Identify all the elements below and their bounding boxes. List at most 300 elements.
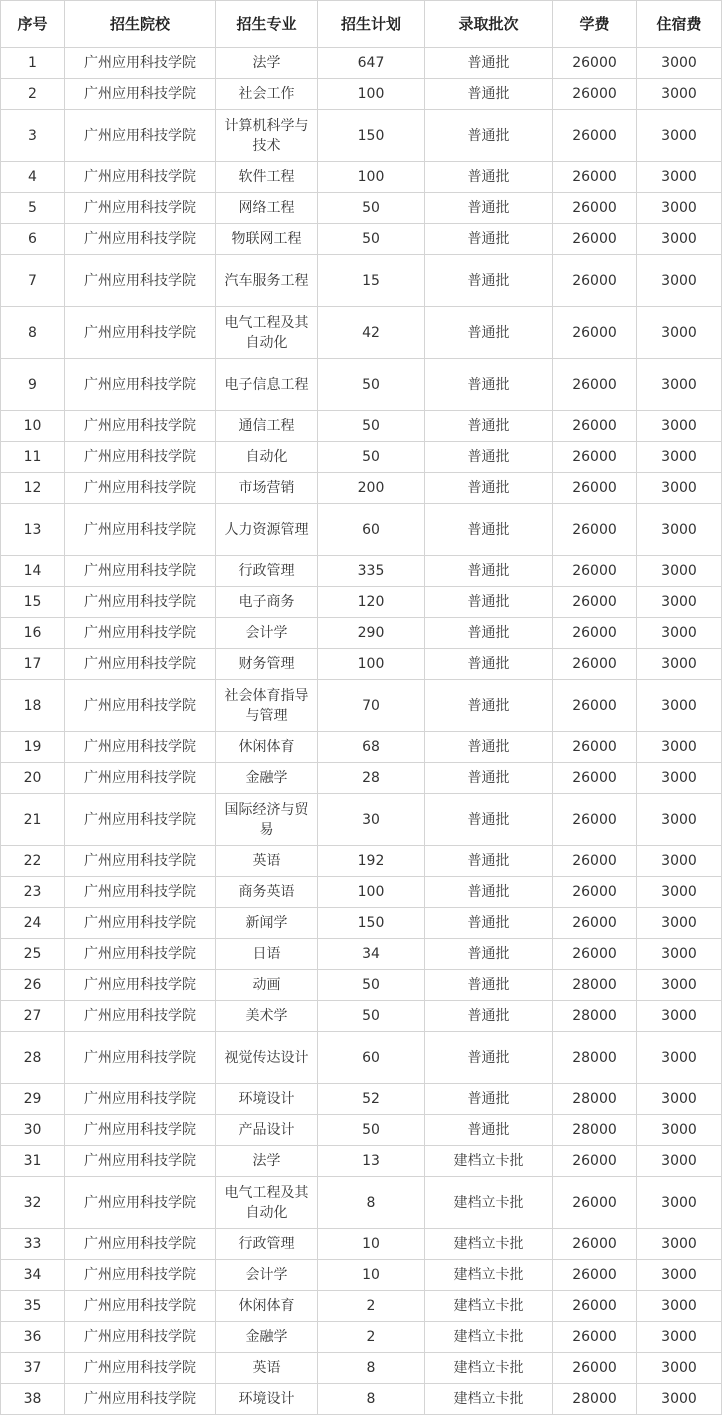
cell-batch: 普通批 bbox=[425, 1001, 553, 1032]
cell-batch: 普通批 bbox=[425, 763, 553, 794]
cell-school: 广州应用科技学院 bbox=[65, 1353, 216, 1384]
table-row bbox=[1, 1260, 722, 1291]
cell-fee: 26000 bbox=[553, 307, 637, 359]
table-row bbox=[1, 1146, 722, 1177]
cell-major: 人力资源管理 bbox=[216, 504, 318, 556]
cell-seq: 11 bbox=[1, 442, 65, 473]
cell-batch: 普通批 bbox=[425, 411, 553, 442]
cell-dorm-fee: 3000 bbox=[637, 732, 722, 763]
cell-fee: 26000 bbox=[553, 110, 637, 162]
cell-batch: 普通批 bbox=[425, 1084, 553, 1115]
cell-plan: 10 bbox=[318, 1260, 425, 1291]
cell-plan: 68 bbox=[318, 732, 425, 763]
cell-major: 新闻学 bbox=[216, 908, 318, 939]
cell-plan: 150 bbox=[318, 110, 425, 162]
cell-fee: 26000 bbox=[553, 649, 637, 680]
cell-fee: 28000 bbox=[553, 1001, 637, 1032]
cell-plan: 50 bbox=[318, 1001, 425, 1032]
cell-fee: 26000 bbox=[553, 763, 637, 794]
cell-batch: 普通批 bbox=[425, 162, 553, 193]
table-row bbox=[1, 162, 722, 193]
table-row bbox=[1, 846, 722, 877]
cell-batch: 建档立卡批 bbox=[425, 1384, 553, 1415]
cell-batch: 普通批 bbox=[425, 846, 553, 877]
cell-dorm-fee: 3000 bbox=[637, 618, 722, 649]
cell-fee: 26000 bbox=[553, 556, 637, 587]
cell-fee: 26000 bbox=[553, 504, 637, 556]
cell-plan: 100 bbox=[318, 162, 425, 193]
cell-batch: 普通批 bbox=[425, 193, 553, 224]
cell-seq: 4 bbox=[1, 162, 65, 193]
cell-plan: 34 bbox=[318, 939, 425, 970]
cell-fee: 26000 bbox=[553, 1260, 637, 1291]
cell-major: 日语 bbox=[216, 939, 318, 970]
cell-seq: 28 bbox=[1, 1032, 65, 1084]
cell-major: 通信工程 bbox=[216, 411, 318, 442]
cell-batch: 普通批 bbox=[425, 473, 553, 504]
table-row bbox=[1, 1353, 722, 1384]
table-row bbox=[1, 794, 722, 846]
cell-fee: 26000 bbox=[553, 794, 637, 846]
cell-school: 广州应用科技学院 bbox=[65, 556, 216, 587]
cell-seq: 35 bbox=[1, 1291, 65, 1322]
cell-batch: 普通批 bbox=[425, 556, 553, 587]
cell-fee: 26000 bbox=[553, 79, 637, 110]
cell-plan: 192 bbox=[318, 846, 425, 877]
cell-major: 会计学 bbox=[216, 618, 318, 649]
cell-school: 广州应用科技学院 bbox=[65, 877, 216, 908]
cell-seq: 2 bbox=[1, 79, 65, 110]
cell-plan: 120 bbox=[318, 587, 425, 618]
header-plan: 招生计划 bbox=[318, 1, 425, 48]
cell-school: 广州应用科技学院 bbox=[65, 255, 216, 307]
cell-dorm-fee: 3000 bbox=[637, 48, 722, 79]
cell-fee: 26000 bbox=[553, 618, 637, 649]
cell-fee: 26000 bbox=[553, 908, 637, 939]
cell-plan: 60 bbox=[318, 1032, 425, 1084]
cell-fee: 26000 bbox=[553, 877, 637, 908]
cell-dorm-fee: 3000 bbox=[637, 1229, 722, 1260]
cell-major: 财务管理 bbox=[216, 649, 318, 680]
cell-dorm-fee: 3000 bbox=[637, 1032, 722, 1084]
cell-major: 产品设计 bbox=[216, 1115, 318, 1146]
cell-dorm-fee: 3000 bbox=[637, 79, 722, 110]
cell-seq: 1 bbox=[1, 48, 65, 79]
cell-major: 休闲体育 bbox=[216, 732, 318, 763]
cell-plan: 8 bbox=[318, 1177, 425, 1229]
cell-batch: 普通批 bbox=[425, 908, 553, 939]
cell-plan: 52 bbox=[318, 1084, 425, 1115]
table-row bbox=[1, 1322, 722, 1353]
cell-major: 环境设计 bbox=[216, 1084, 318, 1115]
cell-fee: 26000 bbox=[553, 48, 637, 79]
cell-fee: 26000 bbox=[553, 846, 637, 877]
cell-seq: 10 bbox=[1, 411, 65, 442]
cell-dorm-fee: 3000 bbox=[637, 1260, 722, 1291]
cell-batch: 普通批 bbox=[425, 939, 553, 970]
cell-fee: 26000 bbox=[553, 359, 637, 411]
cell-major: 电子信息工程 bbox=[216, 359, 318, 411]
cell-batch: 建档立卡批 bbox=[425, 1291, 553, 1322]
cell-dorm-fee: 3000 bbox=[637, 1146, 722, 1177]
cell-major: 商务英语 bbox=[216, 877, 318, 908]
table-body bbox=[1, 48, 722, 1415]
table-row bbox=[1, 1177, 722, 1229]
table-row bbox=[1, 587, 722, 618]
cell-school: 广州应用科技学院 bbox=[65, 1146, 216, 1177]
table-row bbox=[1, 79, 722, 110]
cell-school: 广州应用科技学院 bbox=[65, 587, 216, 618]
cell-plan: 100 bbox=[318, 877, 425, 908]
cell-fee: 26000 bbox=[553, 473, 637, 504]
cell-batch: 普通批 bbox=[425, 504, 553, 556]
cell-fee: 28000 bbox=[553, 1384, 637, 1415]
cell-batch: 建档立卡批 bbox=[425, 1146, 553, 1177]
cell-batch: 普通批 bbox=[425, 224, 553, 255]
cell-dorm-fee: 3000 bbox=[637, 504, 722, 556]
cell-fee: 26000 bbox=[553, 1291, 637, 1322]
table-row bbox=[1, 255, 722, 307]
cell-batch: 普通批 bbox=[425, 79, 553, 110]
cell-dorm-fee: 3000 bbox=[637, 587, 722, 618]
cell-batch: 普通批 bbox=[425, 110, 553, 162]
cell-dorm-fee: 3000 bbox=[637, 110, 722, 162]
cell-dorm-fee: 3000 bbox=[637, 763, 722, 794]
cell-dorm-fee: 3000 bbox=[637, 411, 722, 442]
cell-plan: 50 bbox=[318, 442, 425, 473]
cell-school: 广州应用科技学院 bbox=[65, 110, 216, 162]
cell-plan: 15 bbox=[318, 255, 425, 307]
cell-major: 社会工作 bbox=[216, 79, 318, 110]
cell-batch: 普通批 bbox=[425, 1115, 553, 1146]
cell-dorm-fee: 3000 bbox=[637, 908, 722, 939]
cell-fee: 26000 bbox=[553, 680, 637, 732]
cell-major: 视觉传达设计 bbox=[216, 1032, 318, 1084]
cell-major: 汽车服务工程 bbox=[216, 255, 318, 307]
cell-dorm-fee: 3000 bbox=[637, 1384, 722, 1415]
table-row bbox=[1, 504, 722, 556]
cell-major: 金融学 bbox=[216, 1322, 318, 1353]
cell-seq: 8 bbox=[1, 307, 65, 359]
table-row bbox=[1, 193, 722, 224]
table-row bbox=[1, 48, 722, 79]
cell-major: 英语 bbox=[216, 1353, 318, 1384]
table-row bbox=[1, 763, 722, 794]
table-row bbox=[1, 649, 722, 680]
table-row bbox=[1, 1001, 722, 1032]
cell-seq: 3 bbox=[1, 110, 65, 162]
cell-seq: 29 bbox=[1, 1084, 65, 1115]
cell-school: 广州应用科技学院 bbox=[65, 1084, 216, 1115]
cell-batch: 普通批 bbox=[425, 970, 553, 1001]
header-major: 招生专业 bbox=[216, 1, 318, 48]
table-row bbox=[1, 877, 722, 908]
cell-plan: 335 bbox=[318, 556, 425, 587]
cell-plan: 100 bbox=[318, 79, 425, 110]
cell-seq: 36 bbox=[1, 1322, 65, 1353]
cell-dorm-fee: 3000 bbox=[637, 680, 722, 732]
table-row bbox=[1, 442, 722, 473]
cell-dorm-fee: 3000 bbox=[637, 1322, 722, 1353]
cell-major: 电气工程及其自动化 bbox=[216, 307, 318, 359]
table-row bbox=[1, 359, 722, 411]
cell-major: 自动化 bbox=[216, 442, 318, 473]
cell-plan: 70 bbox=[318, 680, 425, 732]
cell-batch: 普通批 bbox=[425, 794, 553, 846]
cell-school: 广州应用科技学院 bbox=[65, 732, 216, 763]
cell-major: 物联网工程 bbox=[216, 224, 318, 255]
cell-school: 广州应用科技学院 bbox=[65, 1001, 216, 1032]
cell-school: 广州应用科技学院 bbox=[65, 162, 216, 193]
cell-plan: 50 bbox=[318, 411, 425, 442]
cell-school: 广州应用科技学院 bbox=[65, 846, 216, 877]
cell-major: 电气工程及其自动化 bbox=[216, 1177, 318, 1229]
cell-plan: 42 bbox=[318, 307, 425, 359]
cell-seq: 20 bbox=[1, 763, 65, 794]
cell-dorm-fee: 3000 bbox=[637, 556, 722, 587]
cell-school: 广州应用科技学院 bbox=[65, 1229, 216, 1260]
cell-fee: 28000 bbox=[553, 1115, 637, 1146]
cell-plan: 2 bbox=[318, 1291, 425, 1322]
cell-plan: 150 bbox=[318, 908, 425, 939]
header-batch: 录取批次 bbox=[425, 1, 553, 48]
table-row bbox=[1, 680, 722, 732]
table-row bbox=[1, 1291, 722, 1322]
cell-plan: 30 bbox=[318, 794, 425, 846]
cell-seq: 32 bbox=[1, 1177, 65, 1229]
table-row bbox=[1, 1229, 722, 1260]
cell-major: 美术学 bbox=[216, 1001, 318, 1032]
cell-seq: 24 bbox=[1, 908, 65, 939]
cell-dorm-fee: 3000 bbox=[637, 1177, 722, 1229]
cell-plan: 8 bbox=[318, 1353, 425, 1384]
cell-seq: 5 bbox=[1, 193, 65, 224]
cell-batch: 建档立卡批 bbox=[425, 1353, 553, 1384]
cell-dorm-fee: 3000 bbox=[637, 1353, 722, 1384]
cell-school: 广州应用科技学院 bbox=[65, 1115, 216, 1146]
cell-batch: 普通批 bbox=[425, 48, 553, 79]
table-row bbox=[1, 939, 722, 970]
cell-school: 广州应用科技学院 bbox=[65, 618, 216, 649]
cell-dorm-fee: 3000 bbox=[637, 1115, 722, 1146]
cell-plan: 50 bbox=[318, 359, 425, 411]
cell-seq: 21 bbox=[1, 794, 65, 846]
cell-seq: 26 bbox=[1, 970, 65, 1001]
cell-seq: 6 bbox=[1, 224, 65, 255]
cell-batch: 普通批 bbox=[425, 442, 553, 473]
cell-dorm-fee: 3000 bbox=[637, 359, 722, 411]
cell-school: 广州应用科技学院 bbox=[65, 1291, 216, 1322]
cell-fee: 26000 bbox=[553, 162, 637, 193]
cell-fee: 26000 bbox=[553, 1146, 637, 1177]
cell-batch: 建档立卡批 bbox=[425, 1322, 553, 1353]
cell-school: 广州应用科技学院 bbox=[65, 763, 216, 794]
cell-dorm-fee: 3000 bbox=[637, 794, 722, 846]
header-seq: 序号 bbox=[1, 1, 65, 48]
cell-batch: 建档立卡批 bbox=[425, 1229, 553, 1260]
cell-major: 金融学 bbox=[216, 763, 318, 794]
cell-plan: 50 bbox=[318, 970, 425, 1001]
cell-major: 法学 bbox=[216, 1146, 318, 1177]
cell-major: 软件工程 bbox=[216, 162, 318, 193]
table-row bbox=[1, 307, 722, 359]
cell-school: 广州应用科技学院 bbox=[65, 649, 216, 680]
table-header-row bbox=[1, 1, 722, 48]
cell-major: 市场营销 bbox=[216, 473, 318, 504]
cell-batch: 普通批 bbox=[425, 307, 553, 359]
cell-dorm-fee: 3000 bbox=[637, 1084, 722, 1115]
cell-batch: 普通批 bbox=[425, 618, 553, 649]
cell-dorm-fee: 3000 bbox=[637, 224, 722, 255]
cell-school: 广州应用科技学院 bbox=[65, 794, 216, 846]
cell-plan: 50 bbox=[318, 1115, 425, 1146]
cell-dorm-fee: 3000 bbox=[637, 970, 722, 1001]
cell-batch: 普通批 bbox=[425, 877, 553, 908]
cell-batch: 普通批 bbox=[425, 680, 553, 732]
cell-fee: 26000 bbox=[553, 411, 637, 442]
cell-plan: 28 bbox=[318, 763, 425, 794]
header-fee: 学费 bbox=[553, 1, 637, 48]
cell-dorm-fee: 3000 bbox=[637, 877, 722, 908]
cell-major: 会计学 bbox=[216, 1260, 318, 1291]
cell-dorm-fee: 3000 bbox=[637, 1001, 722, 1032]
cell-plan: 50 bbox=[318, 224, 425, 255]
header-school: 招生院校 bbox=[65, 1, 216, 48]
cell-seq: 16 bbox=[1, 618, 65, 649]
cell-fee: 26000 bbox=[553, 587, 637, 618]
cell-plan: 50 bbox=[318, 193, 425, 224]
table-row bbox=[1, 110, 722, 162]
cell-fee: 28000 bbox=[553, 1032, 637, 1084]
cell-school: 广州应用科技学院 bbox=[65, 680, 216, 732]
cell-fee: 26000 bbox=[553, 732, 637, 763]
cell-seq: 19 bbox=[1, 732, 65, 763]
cell-major: 计算机科学与技术 bbox=[216, 110, 318, 162]
cell-major: 休闲体育 bbox=[216, 1291, 318, 1322]
table-row bbox=[1, 1384, 722, 1415]
cell-fee: 26000 bbox=[553, 442, 637, 473]
cell-dorm-fee: 3000 bbox=[637, 442, 722, 473]
cell-major: 英语 bbox=[216, 846, 318, 877]
cell-batch: 建档立卡批 bbox=[425, 1177, 553, 1229]
table-row bbox=[1, 1032, 722, 1084]
cell-fee: 26000 bbox=[553, 1177, 637, 1229]
cell-major: 环境设计 bbox=[216, 1384, 318, 1415]
cell-dorm-fee: 3000 bbox=[637, 846, 722, 877]
cell-school: 广州应用科技学院 bbox=[65, 307, 216, 359]
cell-fee: 28000 bbox=[553, 1084, 637, 1115]
table-row bbox=[1, 732, 722, 763]
cell-seq: 18 bbox=[1, 680, 65, 732]
cell-major: 行政管理 bbox=[216, 1229, 318, 1260]
cell-batch: 普通批 bbox=[425, 1032, 553, 1084]
cell-school: 广州应用科技学院 bbox=[65, 504, 216, 556]
table-row bbox=[1, 224, 722, 255]
cell-seq: 38 bbox=[1, 1384, 65, 1415]
table-row bbox=[1, 970, 722, 1001]
cell-plan: 290 bbox=[318, 618, 425, 649]
cell-seq: 9 bbox=[1, 359, 65, 411]
cell-batch: 普通批 bbox=[425, 359, 553, 411]
cell-dorm-fee: 3000 bbox=[637, 255, 722, 307]
cell-seq: 15 bbox=[1, 587, 65, 618]
table-row bbox=[1, 1115, 722, 1146]
cell-school: 广州应用科技学院 bbox=[65, 908, 216, 939]
cell-school: 广州应用科技学院 bbox=[65, 473, 216, 504]
table-row bbox=[1, 473, 722, 504]
cell-school: 广州应用科技学院 bbox=[65, 48, 216, 79]
cell-school: 广州应用科技学院 bbox=[65, 1177, 216, 1229]
cell-school: 广州应用科技学院 bbox=[65, 359, 216, 411]
cell-fee: 26000 bbox=[553, 224, 637, 255]
cell-dorm-fee: 3000 bbox=[637, 939, 722, 970]
cell-seq: 17 bbox=[1, 649, 65, 680]
cell-plan: 8 bbox=[318, 1384, 425, 1415]
table-row bbox=[1, 908, 722, 939]
cell-seq: 27 bbox=[1, 1001, 65, 1032]
cell-fee: 26000 bbox=[553, 1322, 637, 1353]
cell-dorm-fee: 3000 bbox=[637, 473, 722, 504]
cell-dorm-fee: 3000 bbox=[637, 162, 722, 193]
cell-dorm-fee: 3000 bbox=[637, 193, 722, 224]
cell-batch: 普通批 bbox=[425, 587, 553, 618]
cell-plan: 60 bbox=[318, 504, 425, 556]
cell-batch: 普通批 bbox=[425, 649, 553, 680]
cell-batch: 普通批 bbox=[425, 732, 553, 763]
cell-school: 广州应用科技学院 bbox=[65, 939, 216, 970]
cell-seq: 23 bbox=[1, 877, 65, 908]
cell-major: 国际经济与贸易 bbox=[216, 794, 318, 846]
cell-school: 广州应用科技学院 bbox=[65, 1260, 216, 1291]
cell-school: 广州应用科技学院 bbox=[65, 442, 216, 473]
cell-seq: 31 bbox=[1, 1146, 65, 1177]
cell-seq: 7 bbox=[1, 255, 65, 307]
cell-school: 广州应用科技学院 bbox=[65, 1032, 216, 1084]
cell-plan: 10 bbox=[318, 1229, 425, 1260]
cell-fee: 26000 bbox=[553, 193, 637, 224]
header-dorm-fee: 住宿费 bbox=[637, 1, 722, 48]
cell-plan: 13 bbox=[318, 1146, 425, 1177]
cell-seq: 33 bbox=[1, 1229, 65, 1260]
table-row bbox=[1, 1084, 722, 1115]
cell-fee: 28000 bbox=[553, 970, 637, 1001]
cell-major: 动画 bbox=[216, 970, 318, 1001]
cell-plan: 100 bbox=[318, 649, 425, 680]
cell-major: 社会体育指导与管理 bbox=[216, 680, 318, 732]
cell-seq: 14 bbox=[1, 556, 65, 587]
table-row bbox=[1, 411, 722, 442]
cell-dorm-fee: 3000 bbox=[637, 307, 722, 359]
cell-batch: 建档立卡批 bbox=[425, 1260, 553, 1291]
cell-school: 广州应用科技学院 bbox=[65, 193, 216, 224]
table-row bbox=[1, 618, 722, 649]
cell-seq: 34 bbox=[1, 1260, 65, 1291]
cell-plan: 647 bbox=[318, 48, 425, 79]
cell-major: 网络工程 bbox=[216, 193, 318, 224]
cell-fee: 26000 bbox=[553, 939, 637, 970]
cell-fee: 26000 bbox=[553, 255, 637, 307]
cell-school: 广州应用科技学院 bbox=[65, 79, 216, 110]
cell-school: 广州应用科技学院 bbox=[65, 411, 216, 442]
cell-major: 行政管理 bbox=[216, 556, 318, 587]
cell-fee: 26000 bbox=[553, 1353, 637, 1384]
cell-plan: 2 bbox=[318, 1322, 425, 1353]
cell-seq: 25 bbox=[1, 939, 65, 970]
cell-major: 法学 bbox=[216, 48, 318, 79]
cell-school: 广州应用科技学院 bbox=[65, 1384, 216, 1415]
cell-batch: 普通批 bbox=[425, 255, 553, 307]
cell-dorm-fee: 3000 bbox=[637, 649, 722, 680]
